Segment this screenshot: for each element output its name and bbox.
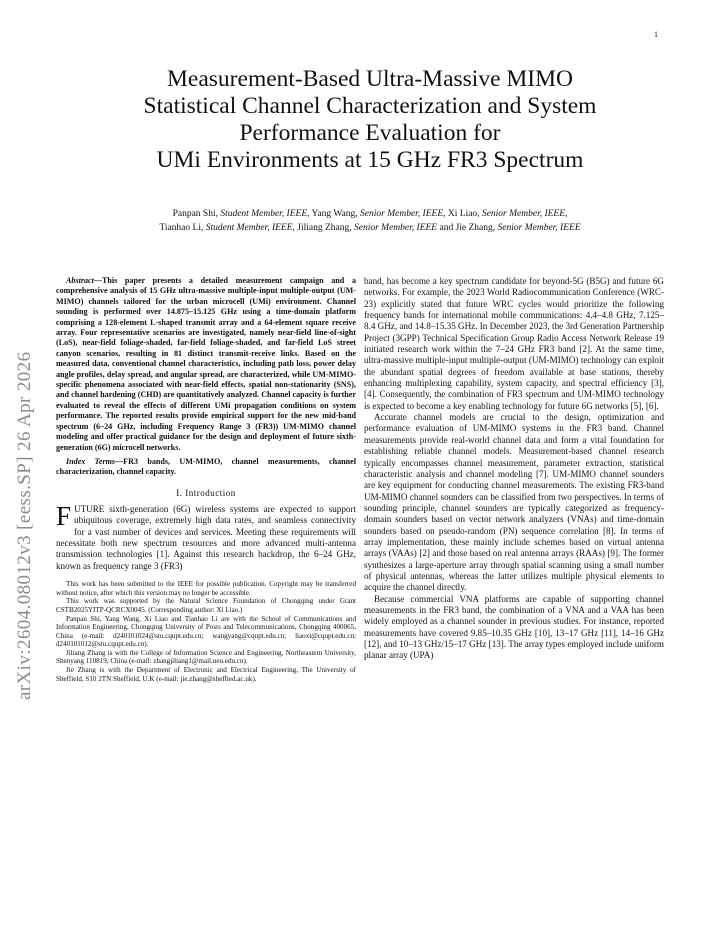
title-line: Measurement-Based Ultra-Massive MIMO (167, 66, 573, 92)
intro-text: UTURE sixth-generation (6G) wireless systems are expected to support ubiquitous coverage, extremely high data rates, and seamless connectivity for a vast number of devices and services. Meeting these requirements will necessitate both new spectrum resources and more advanced multi-antenna transmission technologies [1]. Against this research backdrop, the 6–24 GHz, known as frequency range 3 (FR3) (56, 504, 356, 571)
author-name: , (565, 209, 568, 219)
author-line-1 (70, 207, 670, 221)
footnote: This work was supported by the Natural Science Foundation of Chongqing under Grant CSTB2025YITP-QCRCX0045. (Corresponding author: Xi Liao.) (56, 597, 356, 614)
author-list (70, 207, 670, 235)
intro-paragraph (56, 501, 356, 572)
author-name: Panpan Shi, (172, 209, 221, 219)
author-role: Senior Member, IEEE (497, 223, 581, 233)
title-line: UMi Environments at 15 GHz FR3 Spectrum (156, 147, 584, 173)
footnote: Panpan Shi, Yang Wang, Xi Liao and Tianhao Li are with the School of Communications and Information Engineering, Chongqing University of Posts and Telecommunications, Chongqing 400065, China (e-mail: d240101024@stu.cqupt.edu.cn; wangyang@cqupt.edu.cn; liaoxi@cqupt.edu.cn; d240101012@stu.cqupt.edu.cn). (56, 614, 356, 649)
footnotes (56, 580, 356, 683)
left-column (56, 276, 356, 683)
author-name: Tianhao Li, (159, 223, 206, 233)
author-name: , Xi Liao, (443, 209, 482, 219)
body-paragraph: band, has become a key spectrum candidate for beyond-5G (B5G) and future 6G networks. For example, the 2023 World Radiocommunication Conference (WRC-23) explicitly stated that future WRC cycles would prioritize the following frequency bands for international mobile communications: 4.4–4.8 GHz, 7.125–8.4 GHz, and 14.8–15.35 GHz. In December 2023, the 3rd Generation Partnership Project (3GPP) Technical Specification Group Radio Access Network Release 19 initiated research work within the 7–24 GHz FR3 band [2]. At the same time, ultra-massive multiple-input multiple-output (UM-MIMO) technology can exploit the abundant spatial degrees of freedom available at base stations, thereby enhancing multiplexing capability, system capacity, and spectral efficiency [3], [4]. Consequently, the combination of FR3 spectrum and UM-MIMO technology is expected to become a key enabling technology for future 6G networks [5], [6]. (364, 276, 664, 411)
body-paragraph: Because commercial VNA platforms are capable of supporting channel measurements in the FR3 band, the combination of a VNA and a VAA has been widely employed as a channel sounder in previous studies. For instance, reported measurements have covered 9.85–10.35 GHz [10], 13–17 GHz [11], 14–16 GHz [12], and 10–13 GHz/15–17 GHz [13]. The array types employed include uniform planar array (UPA) (364, 593, 664, 661)
author-line-2 (70, 221, 670, 235)
author-name: , Jiliang Zhang, (292, 223, 354, 233)
title-line: Statistical Channel Characterization and System (143, 93, 597, 119)
paper-title (80, 66, 660, 174)
title-line: Performance Evaluation for (239, 120, 501, 146)
footnote: Jie Zhang is with the Department of Electronic and Electrical Engineering, The University of Sheffield, S10 2TN Sheffield, U.K (e-mail: jie.zhang@sheffied.ac.uk). (56, 666, 356, 683)
author-name: and Jie Zhang, (437, 223, 498, 233)
section-heading: I. Introduction (176, 487, 236, 498)
right-column (364, 276, 664, 662)
index-terms-text: —FR3 bands, UM-MIMO, channel measurements, channel characterization, channel capacity. (56, 456, 357, 477)
author-role: Student Member, IEEE (205, 223, 293, 233)
dropcap: F (56, 501, 72, 532)
abstract-label: Abstract (66, 276, 94, 285)
author-role: Student Member, IEEE (220, 209, 308, 219)
author-role: Senior Member, IEEE (354, 223, 438, 233)
footnote: Jiliang Zhang is with the College of Information Science and Engineering, Northeastern University, Shenyang 110819, China (e-mail: zhangjiliang1@mail.neu.edu.cn). (56, 648, 356, 666)
abstract (56, 276, 356, 453)
author-role: Senior Member, IEEE (360, 209, 444, 219)
index-terms (56, 457, 356, 478)
author-name: , Yang Wang, (307, 209, 361, 219)
author-role: Senior Member, IEEE (481, 209, 566, 219)
index-terms-label: Index Terms (66, 456, 116, 466)
abstract-text: —This paper presents a detailed measurement campaign and a comprehensive analysis of 15 GHz ultra-massive multiple-input multiple-output (UM-MIMO) channels tailored for the urban microcell (UMi) environment. Channel sounding is performed over 14.875–15.125 GHz using a time-domain platform comprising a 128-element L-shaped transmit array and a 64-element square receive array. Four representative scenarios are investigated, namely near-field line-of-sight (LoS), near-field foliage-shaded, far-field foliage-shaded, and far-field LoS street canyon scenarios, resulting in 81 distinct transmit-receive links. Based on the measured data, conventional channel characteristics, including path loss, power delay angle profiles, delay spread, and angular spread, are characterized, while UM-MIMO-specific phenomena associated with near-field effects, spatial non-stationarity (SNS), and channel hardening (CHD) are quantitatively analyzed. Channel capacity is further evaluated to reveal the effects of different UMi propagation conditions on system performance. The reported results provide empirical support for the new mid-band spectrum (6–24 GHz, including Frequency Range 3 (FR3)) UM-MIMO channel modeling and offer practical guidance for the design and deployment of future sixth-generation (6G) microcell networks. (56, 276, 356, 452)
footnote: This work has been submitted to the IEEE for possible publication. Copyright may be transferred without notice, after which this version may no longer be accessible. (56, 580, 356, 597)
page-number: 1 (654, 30, 658, 39)
arxiv-stamp: arXiv:2604.08012v3 [eess.SP] 26 Apr 2026 (14, 351, 35, 700)
body-paragraph: Accurate channel models are crucial to the design, optimization and performance evaluation of UM-MIMO systems in the FR3 band. Channel measurements provide real-world channel data and form a vital foundation for establishing reliable channel models. Measurement-based channel research typically encompasses channel measurement, parameter extraction, statistical characteristic analysis and channel modeling [7]. UM-MIMO channel sounders are key equipment for conducting channel measurements. The existing FR3-band UM-MIMO channel sounders can be classified from two perspectives. In terms of sounding principle, channel sounders are typically categorized as frequency-domain sounders based on vector network analyzers (VNAs) and time-domain sounders based on pseudo-random (PN) sequence correlation [8]. In terms of array implementation, these mainly include schemes based on virtual antenna arrays (VAAs) [2] and those based on real antenna arrays (RAAs) [9]. The former synthesizes a large-aperture array through spatial scanning using a small number of physical antennas, whereas the latter utilizes multiple physical elements to acquire the channel directly. (364, 412, 664, 593)
